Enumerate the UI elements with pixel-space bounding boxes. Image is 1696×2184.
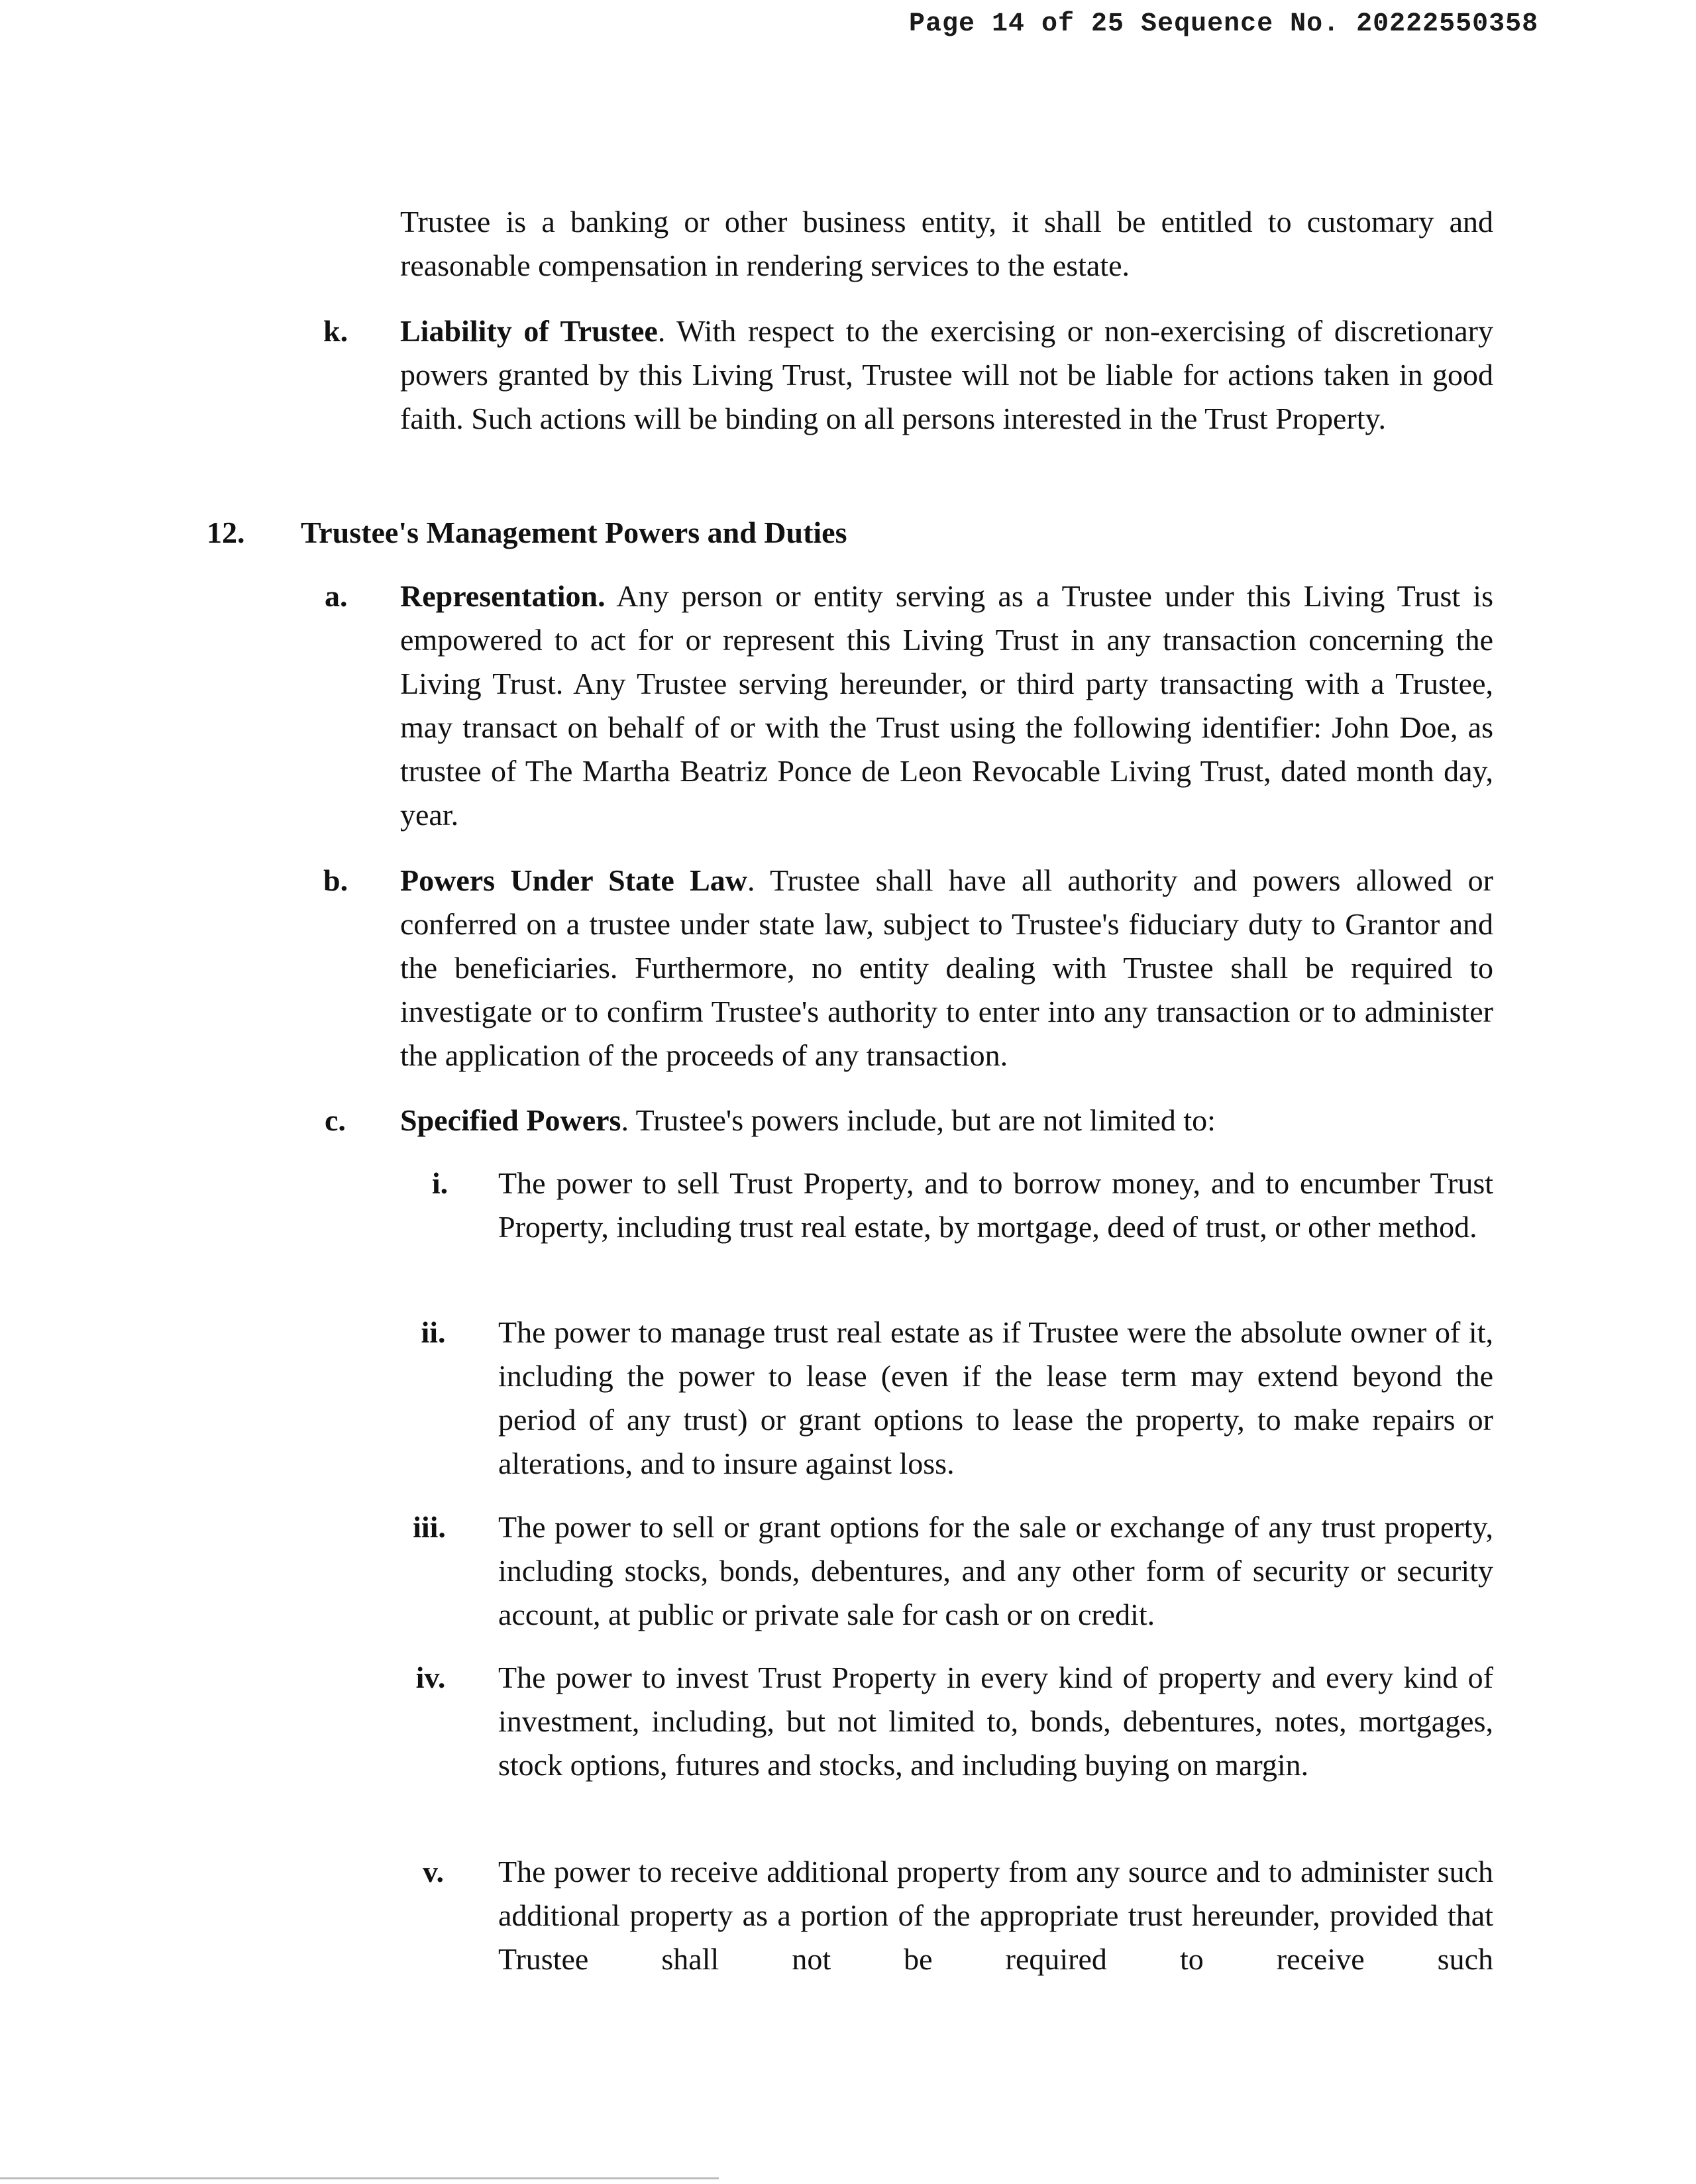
item-b-title: Powers Under State Law xyxy=(400,863,747,897)
item-c-paragraph xyxy=(400,1099,1493,1142)
sub-v-paragraph: The power to receive additional property from any source and to administer such additional property as a portion of the appropriate trust hereunder, provided that Trustee shall not be required to receive such xyxy=(498,1855,1493,1976)
sub-iv-label: iv. xyxy=(415,1661,446,1694)
item-a-paragraph xyxy=(400,574,1493,837)
item-b-paragraph xyxy=(400,859,1493,1077)
scan-edge-rule xyxy=(0,2177,719,2179)
item-c-title: Specified Powers xyxy=(400,1103,621,1137)
sub-ii-paragraph: The power to manage trust real estate as if Trustee were the absolute owner of it, including the power to lease (even if the lease term may extend beyond the period of any trust) or grant options to lease the property, to make repairs or alterations, and to insure against loss. xyxy=(498,1315,1493,1480)
sub-iii-label: iii. xyxy=(413,1510,446,1544)
sub-iii-paragraph: The power to sell or grant options for the sale or exchange of any trust property, including stocks, bonds, debentures, and any other form of security or security account, at public or private sale for cash or on credit. xyxy=(498,1510,1493,1631)
section-12-number: 12. xyxy=(207,516,245,549)
page-sequence-header: Page 14 of 25 Sequence No. 20222550358 xyxy=(909,9,1539,39)
sub-i-label: i. xyxy=(431,1166,449,1200)
sub-v-label: v. xyxy=(423,1855,444,1888)
item-a-title: Representation. xyxy=(400,579,606,613)
item-c-label: c. xyxy=(325,1103,346,1137)
item-k-text: . With respect to the exercising or non-exercising of discretionary powers granted by this Living Trust, Trustee will not be liable for actions taken in good faith. Such actions will be binding on all persons interested in the Trust Property. xyxy=(400,314,1493,435)
item-b-text: . Trustee shall have all authority and powers allowed or conferred on a trustee under state law, subject to Trustee's fiduciary duty to Grantor and the beneficiaries. Furthermore, no entity dealing with Trustee shall be required to investigate or to confirm Trustee's authority to enter into any transaction or to administer the application of the proceeds of any transaction. xyxy=(400,863,1493,1072)
item-c-text: . Trustee's powers include, but are not limited to: xyxy=(621,1103,1216,1137)
item-b-label: b. xyxy=(323,863,348,897)
sub-iv-paragraph: The power to invest Trust Property in every kind of property and every kind of investment, including, but not limited to, bonds, debentures, notes, mortgages, stock options, futures and stocks, and including buying on margin. xyxy=(498,1661,1493,1782)
continuation-paragraph: Trustee is a banking or other business entity, it shall be entitled to customary and reasonable compensation in rendering services to the estate. xyxy=(400,205,1493,282)
item-k-label: k. xyxy=(323,314,348,348)
sub-i-paragraph: The power to sell Trust Property, and to borrow money, and to encumber Trust Property, including trust real estate, by mortgage, deed of trust, or other method. xyxy=(498,1166,1493,1244)
sub-ii-label: ii. xyxy=(421,1315,446,1349)
section-12-title: Trustee's Management Powers and Duties xyxy=(301,516,847,549)
item-a-label: a. xyxy=(325,579,348,613)
item-k-title: Liability of Trustee xyxy=(400,314,658,348)
item-k-paragraph xyxy=(400,309,1493,441)
item-a-text: Any person or entity serving as a Trustee under this Living Trust is empowered to act for or represent this Living Trust in any transaction concerning the Living Trust. Any Trustee serving hereunder, or third party transacting with a Trustee, may transact on behalf of or with the Trust using the following identifier: John Doe, as trustee of The Martha Beatriz Ponce de Leon Revocable Living Trust, dated month day, year. xyxy=(400,579,1493,832)
